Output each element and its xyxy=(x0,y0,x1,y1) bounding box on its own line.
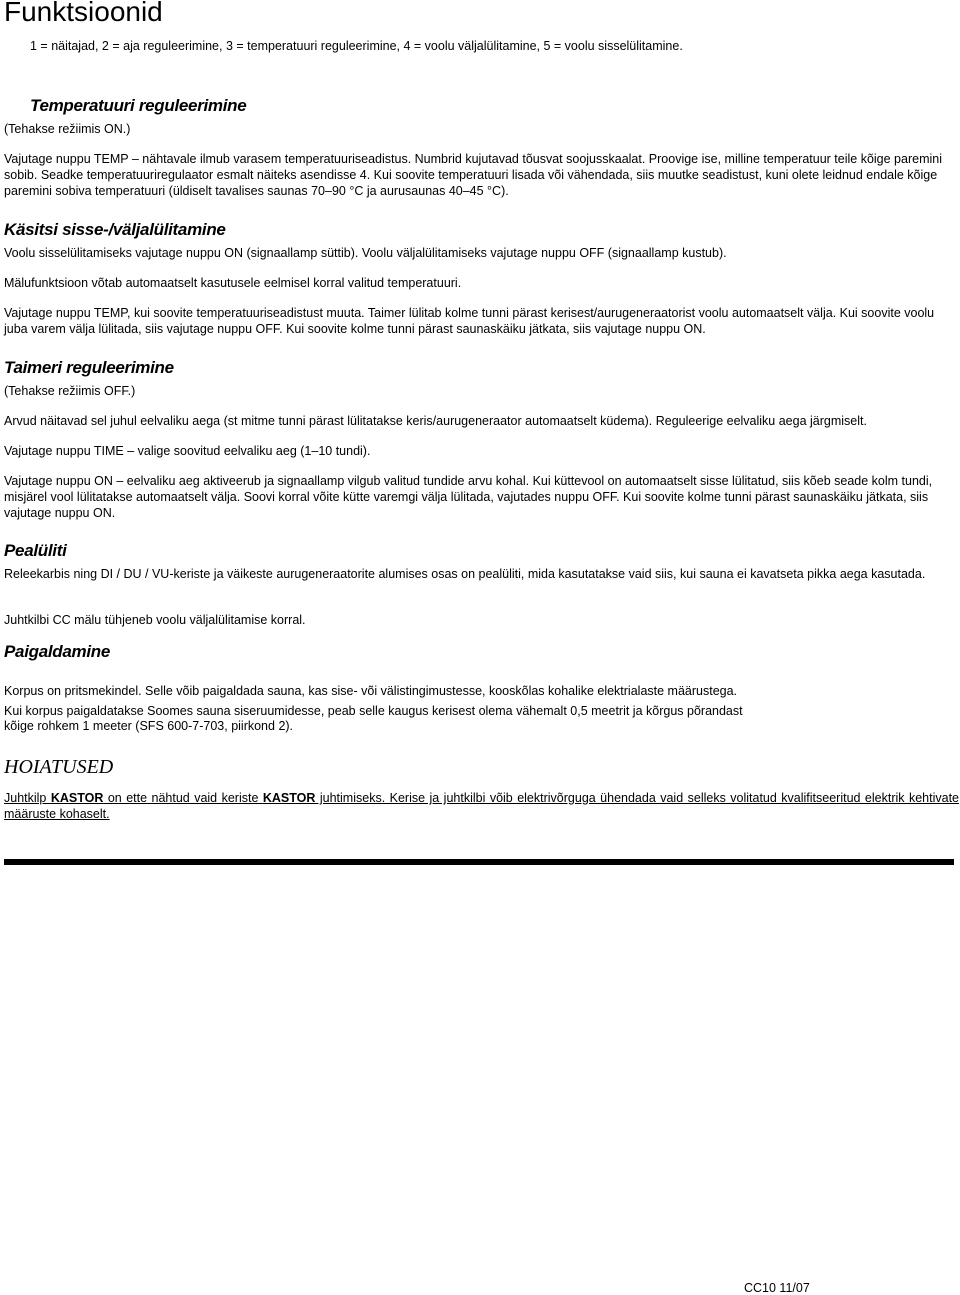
warnings-text-a: Juhtkilp xyxy=(4,791,51,805)
functions-legend: 1 = näitajad, 2 = aja reguleerimine, 3 = temperatuuri reguleerimine, 4 = voolu väljalülitamine, 5 = voolu sisselülitamine. xyxy=(30,39,683,53)
timer-heading: Taimeri reguleerimine xyxy=(4,358,174,377)
warnings-heading: HOIATUSED xyxy=(4,756,114,778)
manual-heading: Käsitsi sisse-/väljalülitamine xyxy=(4,220,226,239)
manual-p1: Voolu sisselülitamiseks vajutage nuppu ON (signaallamp süttib). Voolu väljalülitamiseks vajutage nuppu OFF (signaallamp kustub). xyxy=(4,246,727,260)
warnings-text-b: on ette nähtud vaid keriste xyxy=(103,791,263,805)
main-switch-p1: Releekarbis ning DI / DU / VU-keriste ja väikeste aurugeneraatorite alumises osas on pealüliti, mida kasutatakse vaid siis, kui sauna ei kavatseta pikka aega kasutada. xyxy=(4,567,926,581)
divider-rule xyxy=(4,859,954,865)
install-heading: Paigaldamine xyxy=(4,642,110,661)
timer-mode: (Tehakse režiimis OFF.) xyxy=(4,384,136,398)
brand-name-2: KASTOR xyxy=(262,791,316,805)
brand-name-1: KASTOR xyxy=(50,791,104,805)
install-p2-line1: Kui korpus paigaldatakse Soomes sauna siseruumidesse, peab selle kaugus kerisest olema vähemalt 0,5 meetrit ja kõrgus põrandast xyxy=(4,704,743,718)
timer-p1: Arvud näitavad sel juhul eelvaliku aega (st mitme tunni pärast lülitatakse keris/aurugeneraator automaatselt küdema). Reguleerige eelvaliku aega järgmiselt. xyxy=(4,414,867,428)
main-switch-p2: Juhtkilbi CC mälu tühjeneb voolu väljalülitamise korral. xyxy=(4,613,306,627)
document-code: CC10 11/07 xyxy=(744,1281,810,1295)
main-switch-heading: Pealüliti xyxy=(4,541,67,560)
temp-mode: (Tehakse režiimis ON.) xyxy=(4,122,131,136)
temp-body: Vajutage nuppu TEMP – nähtavale ilmub varasem temperatuuriseadistus. Numbrid kujutavad tõusvat soojusskaalat. Proovige ise, milline temperatuur teile kõige paremini sobib. Seadke temperatuuriregulaator esmalt näiteks asendisse 4. Kui soovite temperatuuri lisada või vähendada, siis muutke seadistust, kuni olete leidnud endale kõige paremini sobiva temperatuuri (üldiselt tavalises saunas 70–90 °C ja aurusaunas 40–45 °C). xyxy=(4,152,942,198)
manual-p2: Mälufunktsioon võtab automaatselt kasutusele eelmisel korral valitud temperatuuri. xyxy=(4,276,462,290)
timer-p2: Vajutage nuppu TIME – valige soovitud eelvaliku aeg (1–10 tundi). xyxy=(4,444,371,458)
install-p2-line2: kõige rohkem 1 meeter (SFS 600-7-703, piirkond 2). xyxy=(4,719,294,733)
warnings-text xyxy=(4,790,959,822)
page-title: Funktsioonid xyxy=(4,0,163,27)
temp-heading: Temperatuuri reguleerimine xyxy=(30,96,247,115)
timer-p3: Vajutage nuppu ON – eelvaliku aeg aktiveerub ja signaallamp vilgub valitud tundide arvu kohal. Kui küttevool on automaatselt sisse lülitatud, siis kõeb seade kolm tundi, misjärel vool lülitatakse automaatselt välja. Soovi korral võite kütte varemgi välja lülitada, vajutades nuppu OFF. Kui soovite kolme tunni pärast saunaskäiku jätkata, siis vajutage nuppu ON. xyxy=(4,474,933,520)
warnings-text-c: juhtimiseks. Kerise ja juhtkilbi võib elektrivõrguga ühendada vaid selleks volitatud kvalifitseeritud elektrik kehtivate määruste kohaselt. xyxy=(4,791,960,821)
install-p1: Korpus on pritsmekindel. Selle võib paigaldada sauna, kas sise- või välistingimustesse, kooskõlas kohalike elektrialaste määrustega. xyxy=(4,684,738,698)
manual-p3: Vajutage nuppu TEMP, kui soovite temperatuuriseadistust muuta. Taimer lülitab kolme tunni pärast kerisest/aurugeneraatorist voolu automaatselt välja. Kui soovite voolu juba varem välja lülitada, siis vajutage nuppu OFF. Kui soovite kolme tunni pärast saunaskäiku jätkata, siis vajutage nuppu ON. xyxy=(4,306,935,336)
